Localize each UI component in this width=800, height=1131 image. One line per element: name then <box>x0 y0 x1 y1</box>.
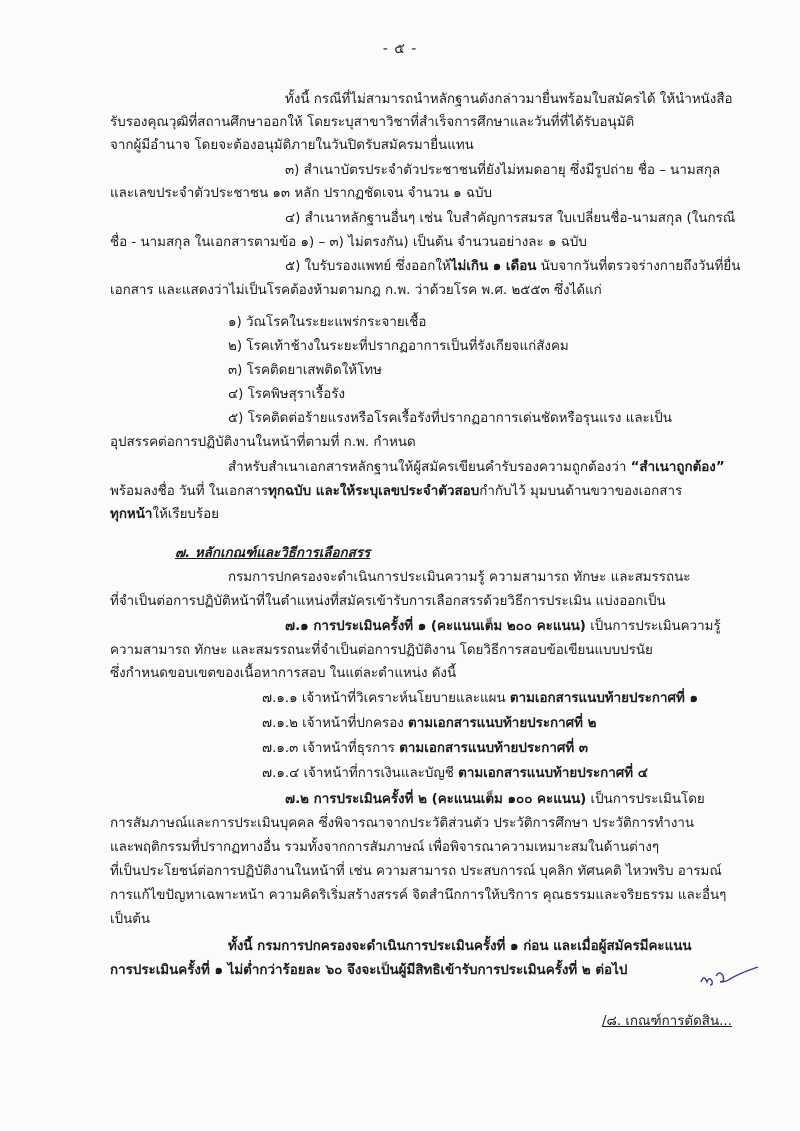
certify-bold-c: ทุกหน้า <box>110 507 153 522</box>
certify-bold-phrase: “สำเนาถูกต้อง” <box>630 460 725 475</box>
item5-bold: ไม่เกิน ๑ เดือน <box>450 259 537 274</box>
s72-line-1 <box>285 790 705 810</box>
signature-icon <box>698 962 768 990</box>
intro-line-3: จากผู้มีอำนาจ โดยจะต้องอนุมัติภายในวันปิดรับสมัครมายื่นแทน <box>110 138 474 153</box>
item5-line-2: เอกสาร และแสดงว่าไม่เป็นโรคต้องห้ามตามกฎ ก.พ. ว่าด้วยโรค พ.ศ. ๒๕๕๓ ซึ่งได้แก่ <box>110 283 602 298</box>
disease-item: ๕) โรคติดต่อร้ายแรงหรือโรคเรื้อรังที่ปรากฏอาการเด่นชัดหรือรุนแรง และเป็น <box>228 411 672 426</box>
position-label: ๗.๑.๔ เจ้าหน้าที่การเงินและบัญชี <box>262 766 459 781</box>
closing-line-1: ทั้งนี้ กรมการปกครองจะดำเนินการประเมินครั้งที่ ๑ ก่อน และเมื่อผู้สมัครมีคะแนน <box>228 939 692 954</box>
item5-prefix: ๕) ใบรับรองแพทย์ ซึ่งออกให้ <box>285 259 451 274</box>
s71-position-4 <box>262 764 648 784</box>
s71-line-3: ซึ่งกำหนดขอบเขตของเนื้อหาการสอบ ในแต่ละตำแหน่ง ดังนี้ <box>110 666 457 681</box>
item4-line-2: ชื่อ - นามสกุล ในเอกสารตามข้อ ๑) – ๓) ไม่ตรงกัน) เป็นต้น จำนวนอย่างละ ๑ ฉบับ <box>110 235 587 250</box>
s71-rest: เป็นการประเมินความรู้ <box>585 619 721 634</box>
s71-title: ๗.๑ การประเมินครั้งที่ ๑ (คะแนนเต็ม ๒๐๐ คะแนน) <box>285 619 586 634</box>
item5-line-1 <box>285 257 740 277</box>
item3-line-2: และเลขประจำตัวประชาชน ๑๓ หลัก ปรากฏชัดเจน จำนวน ๑ ฉบับ <box>110 186 492 201</box>
s71-position-3 <box>262 739 588 759</box>
section7-intro-line-2: ที่จำเป็นต่อการปฏิบัติหน้าที่ในตำแหน่งที่สมัครเข้ารับการเลือกสรรด้วยวิธีการประเมิน แบ่งออกเป็น <box>110 594 666 609</box>
s72-line-5: การแก้ไขปัญหาเฉพาะหน้า ความคิดริเริ่มสร้างสรรค์ จิตสำนึกการให้บริการ คุณธรรมและจริยธรรม และอื่นๆ <box>110 888 727 903</box>
section7-intro-line-1: กรมการปกครองจะดำเนินการประเมินความรู้ ความสามารถ ทักษะ และสมรรถนะ <box>228 570 691 585</box>
s72-line-2: การสัมภาษณ์และการประเมินบุคคล ซึ่งพิจารณาจากประวัติส่วนตัว ประวัติการศึกษา ประวัติการทำงาน <box>110 816 695 831</box>
certify-line-1 <box>228 458 725 478</box>
certify-line-3 <box>110 505 219 525</box>
certify-text-c: กำกับไว้ มุมบนด้านขวาของเอกสาร <box>479 484 683 499</box>
certify-bold-b: ทุกฉบับ และให้ระบุเลขประจำตัวสอบ <box>268 484 480 499</box>
disease-item: ๒) โรคเท้าช้างในระยะที่ปรากฏอาการเป็นที่รังเกียจแก่สังคม <box>228 339 569 354</box>
position-ref: ตามเอกสารแนบท้ายประกาศที่ ๑ <box>509 691 699 706</box>
disease5-line-2: อุปสรรคต่อการปฏิบัติงานในหน้าที่ตามที่ ก.พ. กำหนด <box>110 435 416 450</box>
s71-position-1 <box>262 689 698 709</box>
s71-line-2: ความสามารถ ทักษะ และสมรรถนะที่จำเป็นต่อการปฏิบัติงาน โดยวิธีการสอบข้อเขียนแบบปรนัย <box>110 643 653 658</box>
section7-heading: ๗. หลักเกณฑ์และวิธีการเลือกสรร <box>175 546 371 561</box>
certify-prefix: สำหรับสำเนาเอกสารหลักฐานให้ผู้สมัครเขียนคำรับรองความถูกต้องว่า <box>228 460 631 475</box>
s71-line-1 <box>285 617 721 637</box>
position-ref: ตามเอกสารแนบท้ายประกาศที่ ๒ <box>408 716 597 731</box>
item4-line-1: ๔) สำเนาหลักฐานอื่นๆ เช่น ใบสำคัญการสมรส ใบเปลี่ยนชื่อ-นามสกุล (ในกรณี <box>285 211 736 226</box>
position-label: ๗.๑.๑ เจ้าหน้าที่วิเคราะห์นโยบายและแผน <box>262 691 510 706</box>
s72-title: ๗.๒ การประเมินครั้งที่ ๒ (คะแนนเต็ม ๑๐๐ คะแนน) <box>285 792 587 807</box>
certify-text-a: พร้อมลงชื่อ วันที่ ในเอกสาร <box>110 484 269 499</box>
s72-line-4: ที่เป็นประโยชน์ต่อการปฏิบัติงานในหน้าที่ เช่น ความสามารถ ประสบการณ์ บุคลิก ทัศนคติ ไหวพริบ อารมณ์ <box>110 864 722 879</box>
position-label: ๗.๑.๒ เจ้าหน้าที่ปกครอง <box>262 716 409 731</box>
intro-line-2: รับรองคุณวุฒิที่สถานศึกษาออกให้ โดยระบุสาขาวิชาที่สำเร็จการศึกษาและวันที่ที่ได้รับอนุมัติ <box>110 115 635 130</box>
s71-position-2 <box>262 714 597 734</box>
next-section-continuation: /๘. เกณฑ์การตัดสิน... <box>602 1014 732 1029</box>
item5-suffix: นับจากวันที่ตรวจร่างกายถึงวันที่ยื่น <box>536 259 741 274</box>
page-number: - ๕ - <box>382 41 418 57</box>
s72-rest: เป็นการประเมินโดย <box>586 792 705 807</box>
position-label: ๗.๑.๓ เจ้าหน้าที่ธุรการ <box>262 741 400 756</box>
s72-line-6: เป็นต้น <box>110 912 151 927</box>
certify-text-d: ให้เรียบร้อย <box>152 507 219 522</box>
s72-line-3: และพฤติกรรมที่ปรากฏทางอื่น รวมทั้งจากการสัมภาษณ์ เพื่อพิจารณาความเหมาะสมในด้านต่างๆ <box>110 840 660 855</box>
position-ref: ตามเอกสารแนบท้ายประกาศที่ ๔ <box>458 766 648 781</box>
position-ref: ตามเอกสารแนบท้ายประกาศที่ ๓ <box>399 741 588 756</box>
disease-item: ๓) โรคติดยาเสพติดให้โทษ <box>228 363 382 378</box>
disease-item: ๔) โรคพิษสุราเรื้อรัง <box>228 387 346 402</box>
item3-line-1: ๓) สำเนาบัตรประจำตัวประชาชนที่ยังไม่หมดอายุ ซึ่งมีรูปถ่าย ชื่อ – นามสกุล <box>285 163 721 178</box>
certify-line-2 <box>110 482 682 502</box>
intro-line-1: ทั้งนี้ กรณีที่ไม่สามารถนำหลักฐานดังกล่าวมายื่นพร้อมใบสมัครได้ ให้นำหนังสือ <box>285 92 733 107</box>
closing-line-2: การประเมินครั้งที่ ๑ ไม่ต่ำกว่าร้อยละ ๖๐ จึงจะเป็นผู้มีสิทธิเข้ารับการประเมินครั้งที่ ๒ ต่อไป <box>110 963 628 978</box>
disease-item: ๑) วัณโรคในระยะแพร่กระจายเชื้อ <box>228 315 427 330</box>
